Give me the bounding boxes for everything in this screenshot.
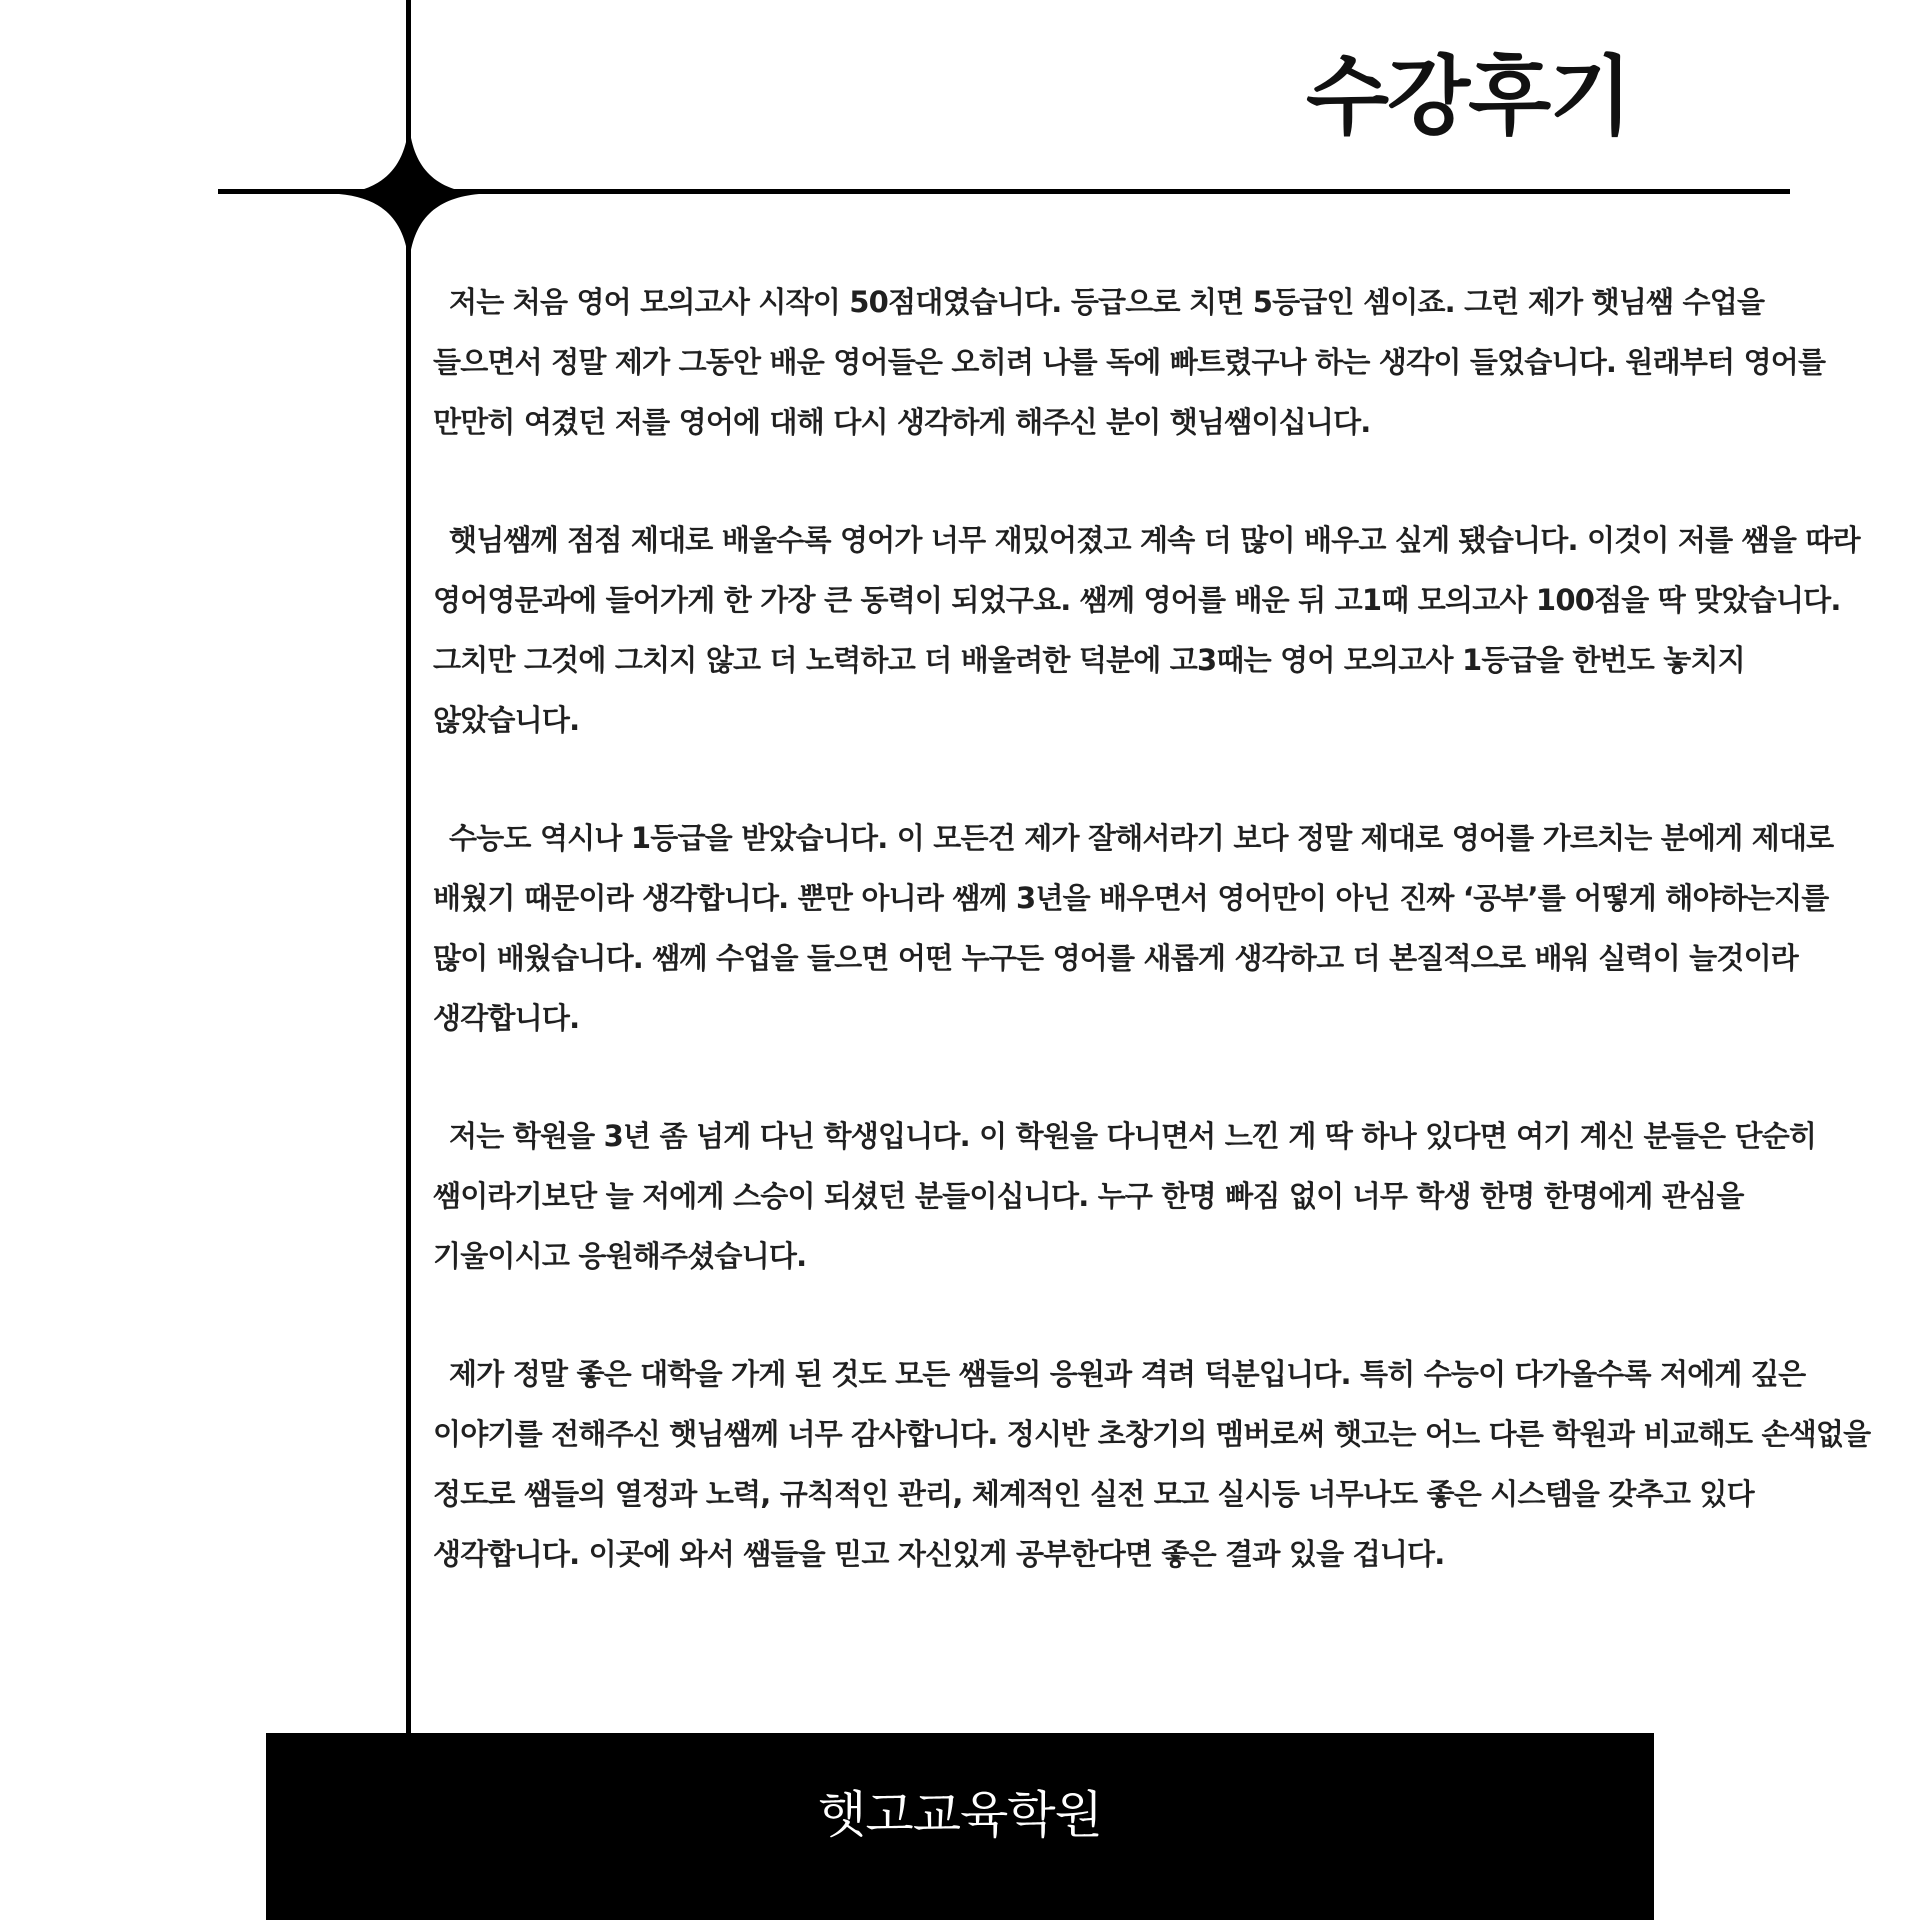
review-paragraph: 수능도 역시나 1등급을 받았습니다. 이 모든건 제가 잘해서라기 보다 정말 제대로 영어를 가르치는 분에게 제대로 배웠기 때문이라 생각합니다. 뿐만 아니라 쌤께 3년을 배우면서 영어만이 아닌 진짜 ‘공부’를 어떻게 해야하는지를 많이 배웠습니다. 쌤께 수업을 들으면 어떤 누구든 영어를 새롭게 생각하고 더 본질적으로 배워 실력이 늘것이라 생각합니다. bbox=[433, 821, 1834, 1035]
review-paragraph: 저는 학원을 3년 좀 넘게 다닌 학생입니다. 이 학원을 다니면서 느낀 게 딱 하나 있다면 여기 계신 분들은 단순히 쌤이라기보단 늘 저에게 스승이 되셨던 분들이십니다. 누구 한명 빠짐 없이 너무 학생 한명 한명에게 관심을 기울이시고 응원해주셨습니다. bbox=[433, 1119, 1817, 1273]
review-paragraph: 제가 정말 좋은 대학을 가게 된 것도 모든 쌤들의 응원과 격려 덕분입니다. 특히 수능이 다가올수록 저에게 깊은 이야기를 전해주신 햇님쌤께 너무 감사합니다. 정시반 초창기의 멤버로써 햇고는 어느 다른 학원과 비교해도 손색없을 정도로 쌤들의 열정과 노력, 규칙적인 관리, 체계적인 실전 모고 실시등 너무나도 좋은 시스템을 갖추고 있다 생각합니다. 이곳에 와서 쌤들을 믿고 자신있게 공부한다면 좋은 결과 있을 겁니다. bbox=[433, 1357, 1871, 1571]
review-paragraph: 저는 처음 영어 모의고사 시작이 50점대였습니다. 등급으로 치면 5등급인 셈이죠. 그런 제가 햇님쌤 수업을 들으면서 정말 제가 그동안 배운 영어들은 오히려 나를 독에 빠트렸구나 하는 생각이 들었습니다. 원래부터 영어를 만만히 여겼던 저를 영어에 대해 다시 생각하게 해주신 분이 햇님쌤이십니다. bbox=[433, 285, 1826, 439]
review-body bbox=[433, 272, 1881, 1642]
vertical-rule bbox=[406, 0, 411, 1920]
four-point-star-icon bbox=[339, 124, 479, 264]
academy-name: 햇고교육학원 bbox=[818, 1786, 1102, 1844]
review-paragraph: 햇님쌤께 점점 제대로 배울수록 영어가 너무 재밌어졌고 계속 더 많이 배우고 싶게 됐습니다. 이것이 저를 쌤을 따라 영어영문과에 들어가게 한 가장 큰 동력이 되었구요. 쌤께 영어를 배운 뒤 고1때 모의고사 100점을 딱 맞았습니다. 그치만 그것에 그치지 않고 더 노력하고 더 배울려한 덕분에 고3때는 영어 모의고사 1등급을 한번도 놓치지 않았습니다. bbox=[433, 523, 1860, 737]
footer-banner bbox=[266, 1733, 1654, 1920]
page-title: 수강후기 bbox=[1306, 47, 1631, 147]
